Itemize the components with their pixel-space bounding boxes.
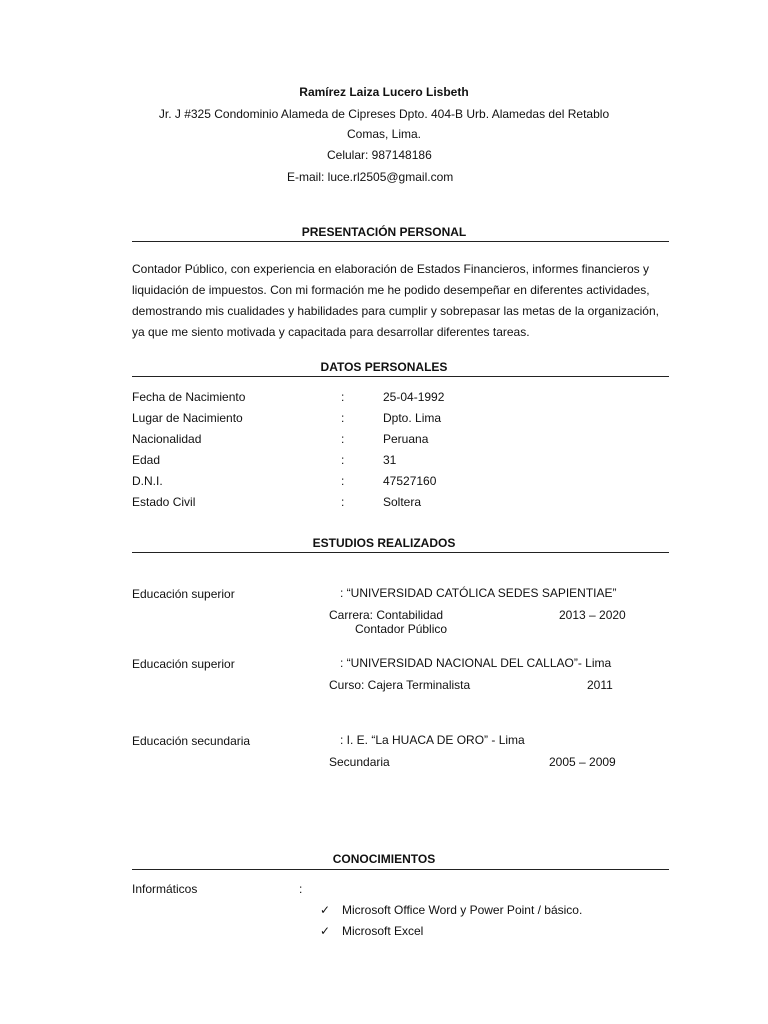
section-title-presentation: PRESENTACIÓN PERSONAL: [301, 225, 467, 239]
knowledge-item: Microsoft Office Word y Power Point / básico.: [342, 903, 583, 917]
field-colon: :: [341, 432, 345, 446]
knowledge-item: Microsoft Excel: [342, 924, 424, 938]
field-value: Soltera: [383, 495, 422, 509]
study-degree: Contador Público: [355, 622, 448, 636]
section-title-knowledge: CONOCIMIENTOS: [332, 852, 436, 866]
field-label: D.N.I.: [132, 474, 163, 488]
field-label: Estado Civil: [132, 495, 196, 509]
study-detail: Curso: Cajera Terminalista: [329, 678, 471, 692]
address-line-2: Comas, Lima.: [346, 127, 422, 141]
section-title-personal-data: DATOS PERSONALES: [320, 360, 448, 374]
field-value: Peruana: [383, 432, 429, 446]
field-colon: :: [341, 474, 345, 488]
section-divider: [132, 552, 669, 553]
phone: Celular: 987148186: [327, 148, 432, 162]
field-value: 25-04-1992: [383, 390, 445, 404]
study-years: 2013 – 2020: [559, 608, 626, 622]
field-label: Fecha de Nacimiento: [132, 390, 246, 404]
field-value: 47527160: [383, 474, 437, 488]
field-colon: :: [341, 453, 345, 467]
study-detail: Secundaria: [329, 755, 390, 769]
email: E-mail: luce.rl2505@gmail.com: [287, 170, 454, 184]
section-divider: [132, 241, 669, 242]
study-detail: Carrera: Contabilidad: [329, 608, 444, 622]
field-value: Dpto. Lima: [383, 411, 442, 425]
checkmark-icon: ✓: [320, 903, 331, 917]
study-years: 2011: [587, 678, 613, 692]
study-years: 2005 – 2009: [549, 755, 616, 769]
address-line-1: Jr. J #325 Condominio Alameda de Cipreses Dpto. 404-B Urb. Alamedas del Retablo: [158, 107, 610, 121]
field-label: Lugar de Nacimiento: [132, 411, 243, 425]
study-institution: : I. E. “La HUACA DE ORO” - Lima: [340, 733, 525, 747]
field-colon: :: [341, 411, 345, 425]
section-divider: [132, 869, 669, 870]
study-level: Educación secundaria: [132, 734, 251, 748]
study-level: Educación superior: [132, 657, 235, 671]
checkmark-icon: ✓: [320, 924, 331, 938]
study-institution: : “UNIVERSIDAD NACIONAL DEL CALLAO”- Lima: [340, 656, 612, 670]
knowledge-label: Informáticos: [132, 882, 198, 896]
section-divider: [132, 376, 669, 377]
field-label: Nacionalidad: [132, 432, 202, 446]
field-colon: :: [341, 390, 345, 404]
study-institution: : “UNIVERSIDAD CATÓLICA SEDES SAPIENTIAE”: [340, 586, 617, 600]
presentation-text: Contador Público, con experiencia en elaboración de Estados Financieros, informes financieros y liquidación de impuestos. Con mi formación me he podido desempeñar en diferentes actividades, demostrando mis cualidades y habilidades para cumplir y sobrepasar las metas de la organización, ya que me siento motivada y capacitada para desarrollar diferentes tareas.: [132, 262, 659, 339]
knowledge-colon: :: [299, 882, 303, 896]
applicant-name: Ramírez Laiza Lucero Lisbeth: [299, 85, 469, 99]
study-level: Educación superior: [132, 587, 235, 601]
field-colon: :: [341, 495, 345, 509]
field-value: 31: [383, 453, 397, 467]
field-label: Edad: [132, 453, 161, 467]
section-title-studies: ESTUDIOS REALIZADOS: [312, 536, 456, 550]
